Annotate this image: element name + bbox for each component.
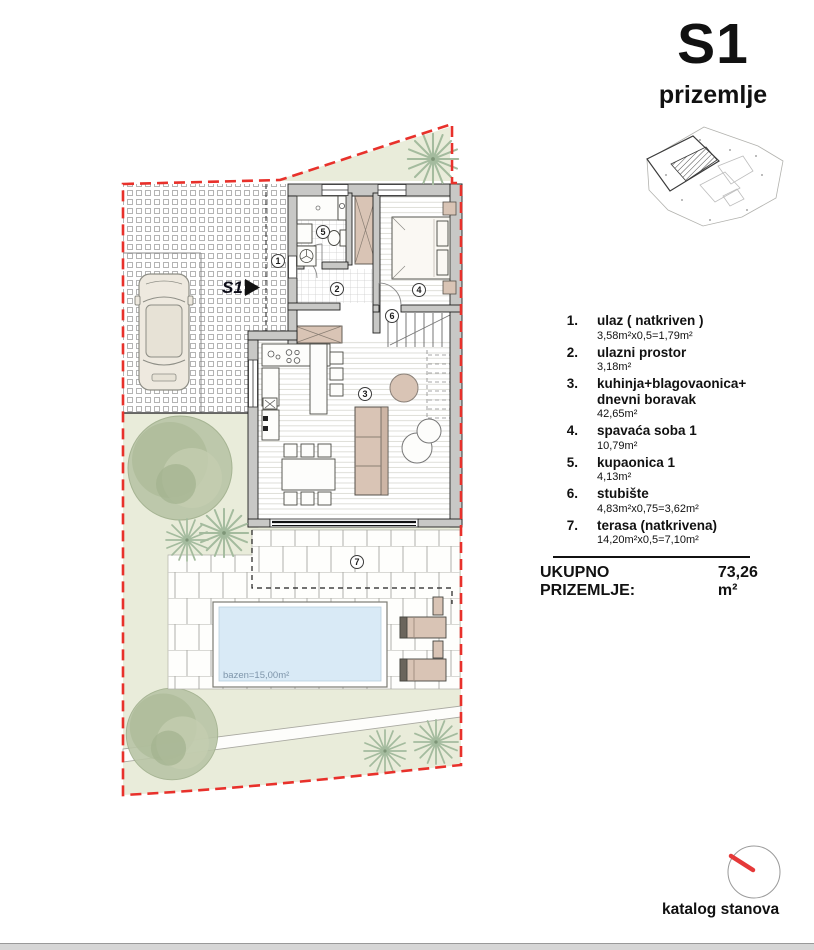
room-number-7 [351, 556, 364, 569]
total-value: 73,26 m² [717, 564, 758, 599]
svg-text:6: 6 [389, 311, 395, 322]
total-label: UKUPNO PRIZEMLJE: [540, 564, 636, 599]
legend-item-name: spavaća soba 1 [597, 423, 697, 438]
sofa [355, 407, 388, 495]
legend-item-area: 3,18m² [597, 361, 632, 373]
car [135, 274, 193, 390]
tree [128, 416, 232, 520]
armchair [417, 419, 441, 443]
legend-item-area: 4,83m²x0,75=3,62m² [597, 502, 699, 515]
legend-item-name: stubište [597, 486, 649, 501]
palm-tree [414, 720, 458, 764]
palm-tree [200, 509, 248, 557]
legend-item-name: kupaonica 1 [597, 454, 676, 470]
legend-item-number: 7. [566, 517, 578, 533]
legend-item-number: 6. [566, 486, 578, 501]
palm-tree [408, 134, 458, 184]
svg-text:1: 1 [275, 256, 281, 267]
legend-item-area: 3,58m²x0,5=1,79m² [597, 329, 693, 342]
legend-item [540, 345, 795, 375]
nightstand [443, 202, 456, 215]
svg-text:2: 2 [334, 284, 340, 295]
coffee-table [390, 374, 418, 402]
legend-item-area: 10,79m² [597, 439, 638, 452]
site-location-map [647, 127, 783, 226]
page-subtitle: prizemlje [658, 81, 768, 109]
svg-text:5: 5 [320, 227, 326, 238]
legend-item-area: 42,65m² [597, 408, 638, 420]
room-number-2 [331, 283, 344, 296]
page-title: S1 [677, 12, 749, 76]
room-number-1 [272, 255, 285, 268]
legend-item-name: terasa (natkrivena) [597, 517, 718, 533]
svg-text:7: 7 [354, 557, 360, 568]
legend-item-number: 4. [566, 423, 578, 438]
tree [126, 688, 218, 780]
legend-item-number: 5. [566, 454, 578, 470]
legend-item [540, 486, 795, 516]
window-bottom-edge [0, 943, 814, 950]
total-area-block [540, 556, 780, 600]
room-number-3 [359, 388, 372, 401]
legend-item-number: 2. [566, 344, 578, 360]
legend-item-name: ulaz ( natkriven ) [597, 313, 704, 328]
palm-tree [364, 730, 406, 772]
legend-item-number: 3. [566, 376, 578, 391]
dining-set [282, 444, 335, 505]
north-indicator [728, 846, 780, 898]
pool [213, 602, 387, 687]
legend-item-area: 4,13m² [597, 471, 632, 483]
sliding-door [270, 519, 418, 527]
legend-item [540, 313, 795, 343]
room-number-4 [413, 284, 426, 297]
svg-text:S1: S1 [222, 278, 243, 297]
legend-item-name-line2: dnevni boravak [597, 391, 697, 407]
room-legend [540, 313, 795, 549]
pool-label: bazen=15,00m² [223, 670, 290, 681]
svg-text:3: 3 [362, 389, 368, 400]
room-number-6 [386, 310, 399, 323]
legend-item-name: ulazni prostor [597, 344, 687, 360]
palm-tree [166, 519, 208, 561]
room-number-5 [317, 226, 330, 239]
legend-item [540, 376, 795, 421]
svg-text:4: 4 [416, 285, 422, 296]
legend-item [540, 455, 795, 485]
bed [392, 217, 450, 279]
title-block [643, 12, 783, 110]
legend-item [540, 423, 795, 453]
nightstand [443, 281, 456, 294]
legend-item-name: kuhinja+blagovaonica+ [597, 376, 747, 391]
legend-item [540, 518, 795, 548]
divider [553, 556, 750, 558]
catalog-label: katalog stanova [662, 901, 780, 918]
legend-item-number: 1. [566, 313, 578, 328]
legend-item-area: 14,20m²x0,5=7,10m² [597, 534, 699, 546]
